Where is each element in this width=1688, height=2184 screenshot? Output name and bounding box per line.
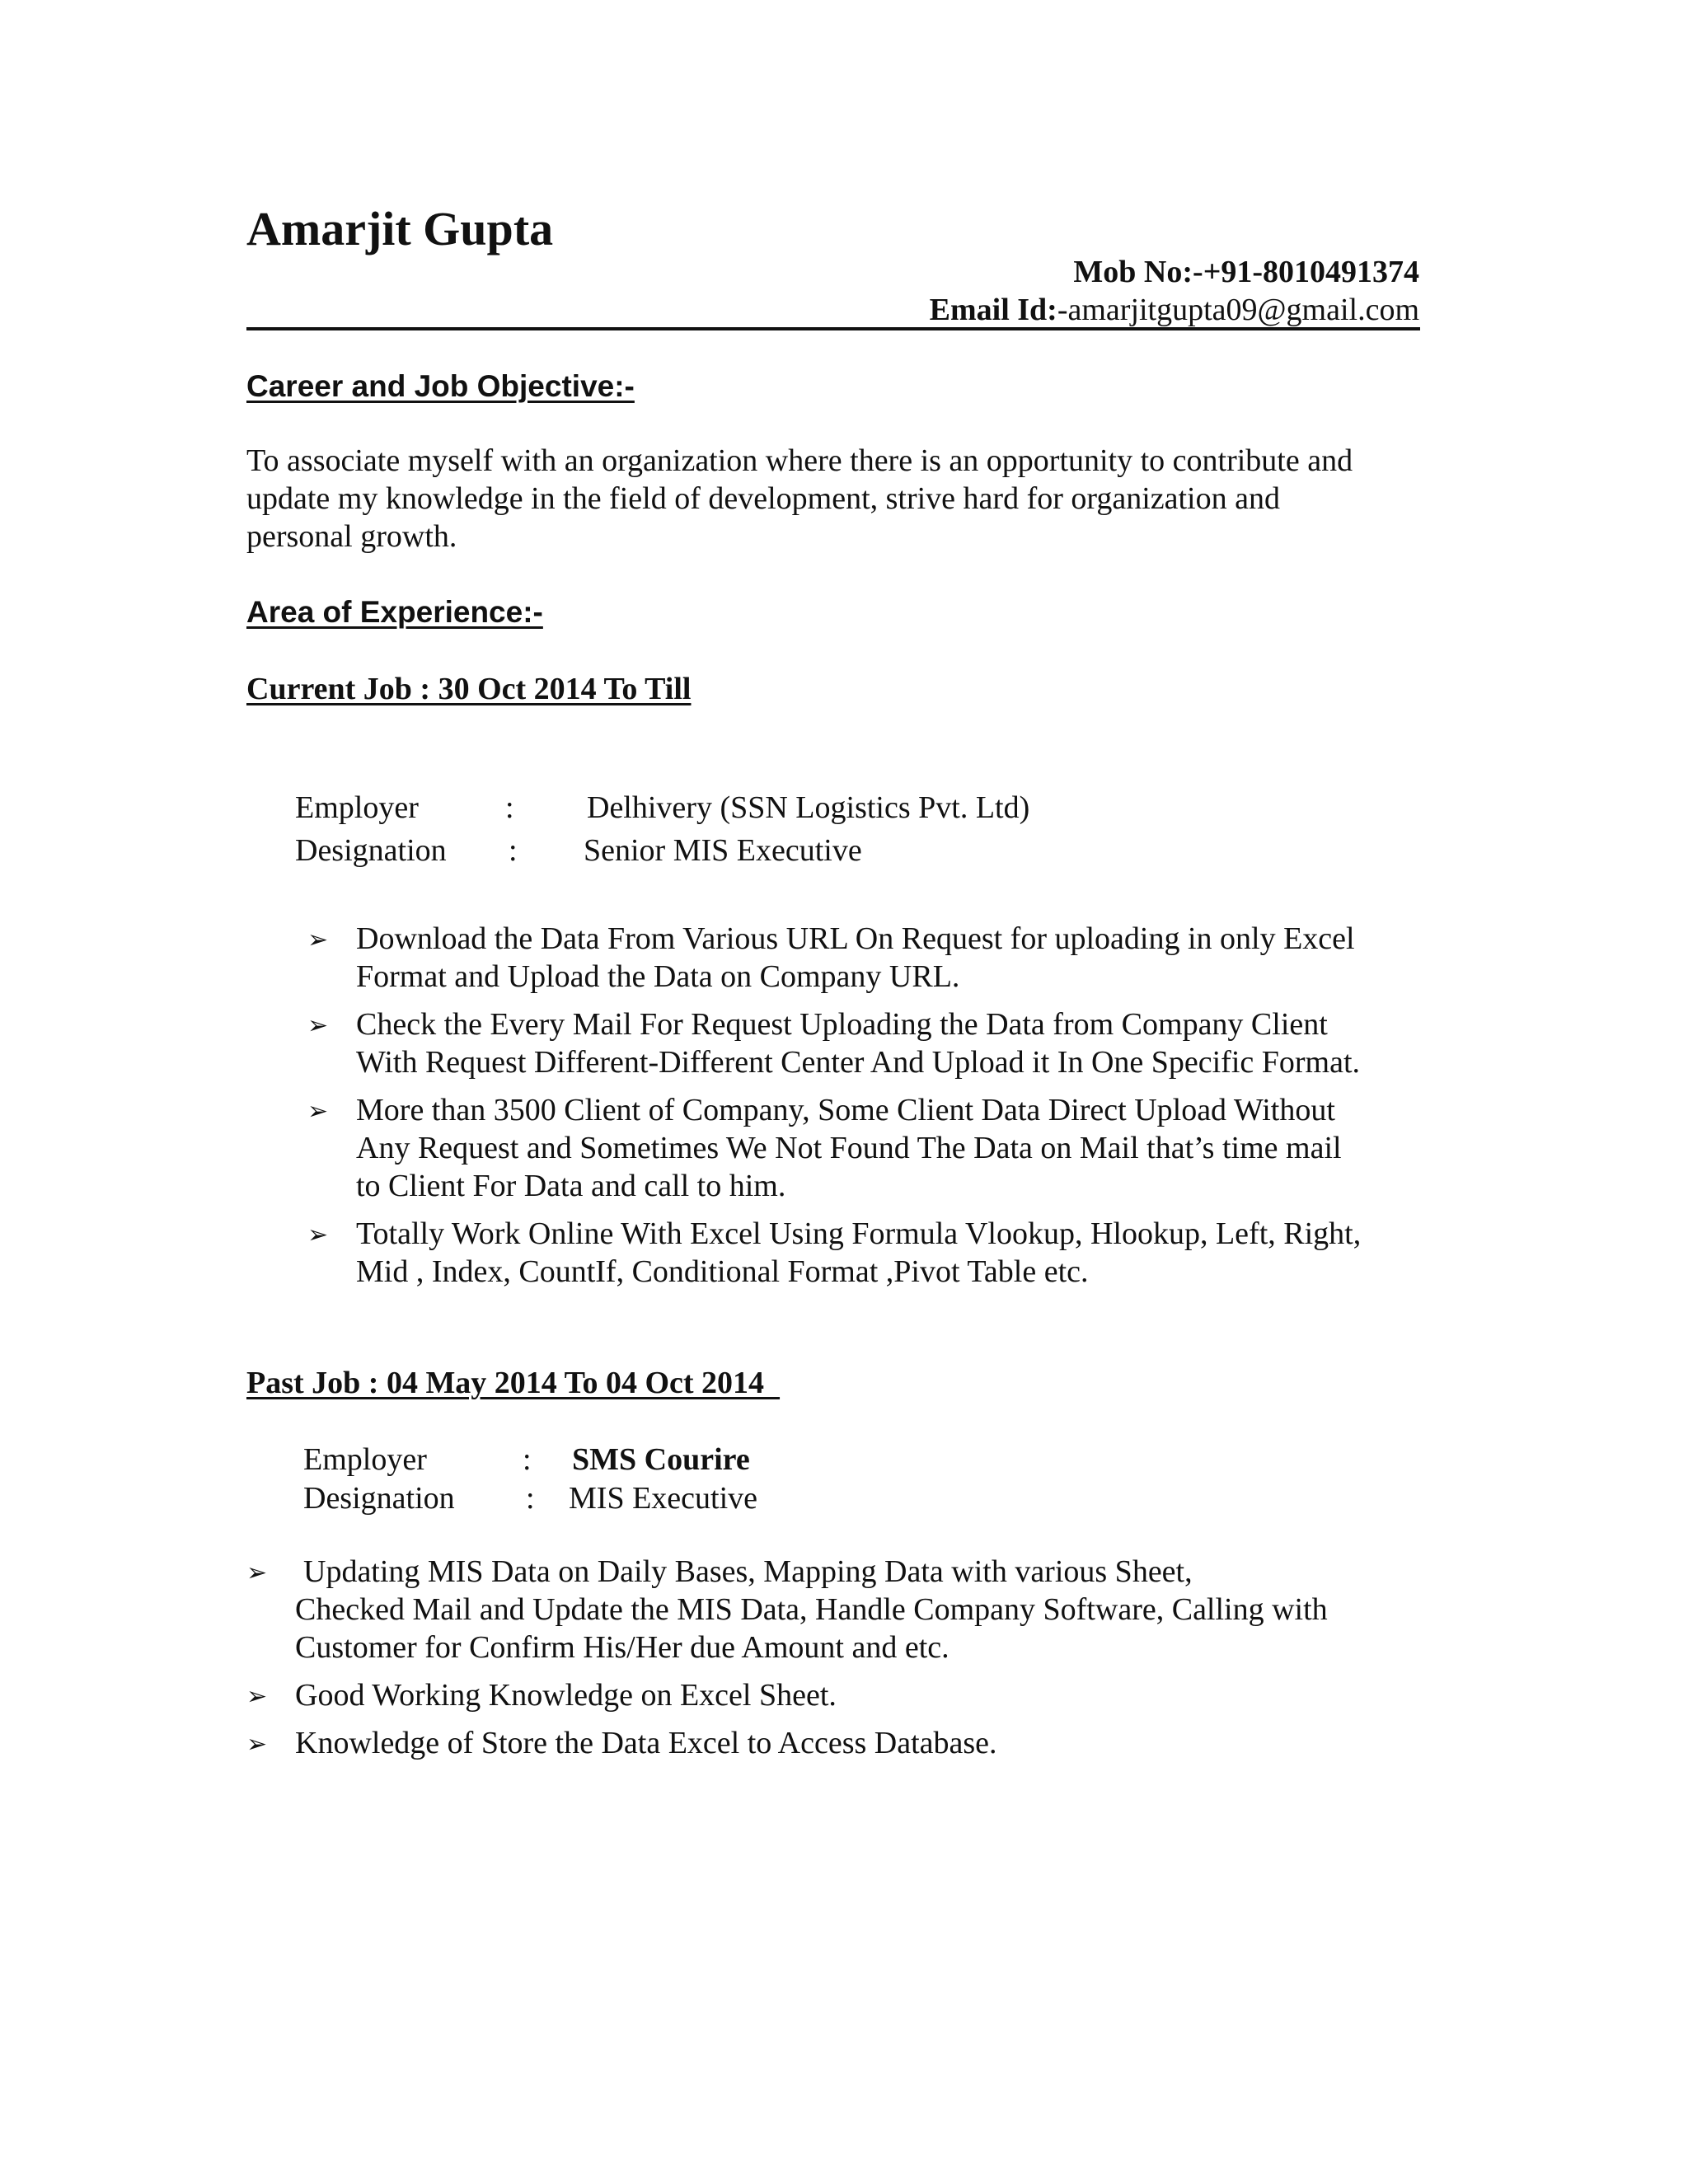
email-line	[930, 290, 1419, 330]
arrowhead-bullet-icon: ➢	[307, 1221, 329, 1249]
duty-line: Customer for Confirm His/Her due Amount and etc.	[295, 1630, 950, 1665]
objective-line: To associate myself with an organization where there is an opportunity to contribute and	[246, 443, 1353, 478]
duty-line: Download the Data From Various URL On Request for uploading in only Excel	[356, 921, 1355, 956]
objective-line: update my knowledge in the field of development, strive hard for organization and	[246, 481, 1280, 516]
list-item	[307, 920, 1361, 996]
duty-line: Good Working Knowledge on Excel Sheet.	[295, 1678, 837, 1713]
candidate-name: Amarjit Gupta	[246, 202, 554, 255]
current-job-heading: Current Job : 30 Oct 2014 To Till	[246, 672, 692, 706]
mobile-label: Mob No:-	[1073, 255, 1203, 289]
objective-line: personal growth.	[246, 519, 457, 554]
mobile-value: +91-8010491374	[1203, 255, 1419, 289]
current-employer-label: Employer	[295, 790, 419, 825]
past-job-heading: Past Job : 04 May 2014 To 04 Oct 2014	[246, 1366, 781, 1400]
email-value: -amarjitgupta09@gmail.com	[1057, 293, 1419, 327]
duty-line: Checked Mail and Update the MIS Data, Handle Company Software, Calling with	[295, 1592, 1328, 1627]
duty-line: Mid , Index, CountIf, Conditional Format ,Pivot Table etc.	[356, 1254, 1089, 1289]
past-designation-label: Designation	[303, 1481, 455, 1516]
arrowhead-bullet-icon: ➢	[307, 1011, 329, 1040]
objective-paragraph	[246, 442, 1433, 555]
list-item	[307, 1091, 1361, 1205]
arrowhead-bullet-icon: ➢	[307, 1097, 329, 1126]
duty-line: With Request Different-Different Center And Upload it In One Specific Format.	[356, 1045, 1361, 1080]
arrowhead-bullet-icon: ➢	[246, 1558, 268, 1587]
duty-line: Totally Work Online With Excel Using Formula Vlookup, Hlookup, Left, Right,	[356, 1216, 1362, 1251]
list-item	[307, 1215, 1361, 1291]
duty-line: Format and Upload the Data on Company URL.	[356, 959, 960, 994]
list-item	[246, 1724, 1328, 1762]
list-item	[246, 1553, 1328, 1666]
current-employer-value: Delhivery (SSN Logistics Pvt. Ltd)	[587, 790, 1030, 825]
past-designation-value: MIS Executive	[569, 1481, 758, 1516]
arrowhead-bullet-icon: ➢	[246, 1730, 268, 1759]
current-designation-colon: :	[509, 833, 518, 868]
list-item	[307, 1005, 1361, 1081]
current-employer-colon: :	[505, 790, 514, 825]
past-designation-colon: :	[526, 1481, 535, 1516]
past-employer-value: SMS Courire	[572, 1442, 750, 1477]
duty-line: Check the Every Mail For Request Uploading the Data from Company Client	[356, 1007, 1328, 1042]
mobile-line	[1073, 252, 1419, 292]
header-divider	[246, 327, 1420, 330]
past-employer-label: Employer	[303, 1442, 427, 1477]
current-designation-value: Senior MIS Executive	[584, 833, 862, 868]
current-job-duties	[307, 920, 1361, 1301]
duty-line: Any Request and Sometimes We Not Found The Data on Mail that’s time mail	[356, 1131, 1342, 1165]
list-item	[246, 1676, 1328, 1714]
past-employer-colon: :	[523, 1442, 532, 1477]
duty-line: Knowledge of Store the Data Excel to Access Database.	[295, 1726, 997, 1760]
duty-line: Updating MIS Data on Daily Bases, Mapping Data with various Sheet,	[303, 1554, 1193, 1589]
past-job-duties	[246, 1553, 1328, 1772]
objective-heading: Career and Job Objective:-	[246, 369, 635, 403]
duty-line: More than 3500 Client of Company, Some Client Data Direct Upload Without	[356, 1093, 1335, 1127]
duty-line: to Client For Data and call to him.	[356, 1169, 786, 1203]
email-label: Email Id:	[929, 293, 1057, 327]
arrowhead-bullet-icon: ➢	[307, 926, 329, 954]
arrowhead-bullet-icon: ➢	[246, 1682, 268, 1711]
current-designation-label: Designation	[295, 833, 447, 868]
experience-heading: Area of Experience:-	[246, 595, 543, 629]
